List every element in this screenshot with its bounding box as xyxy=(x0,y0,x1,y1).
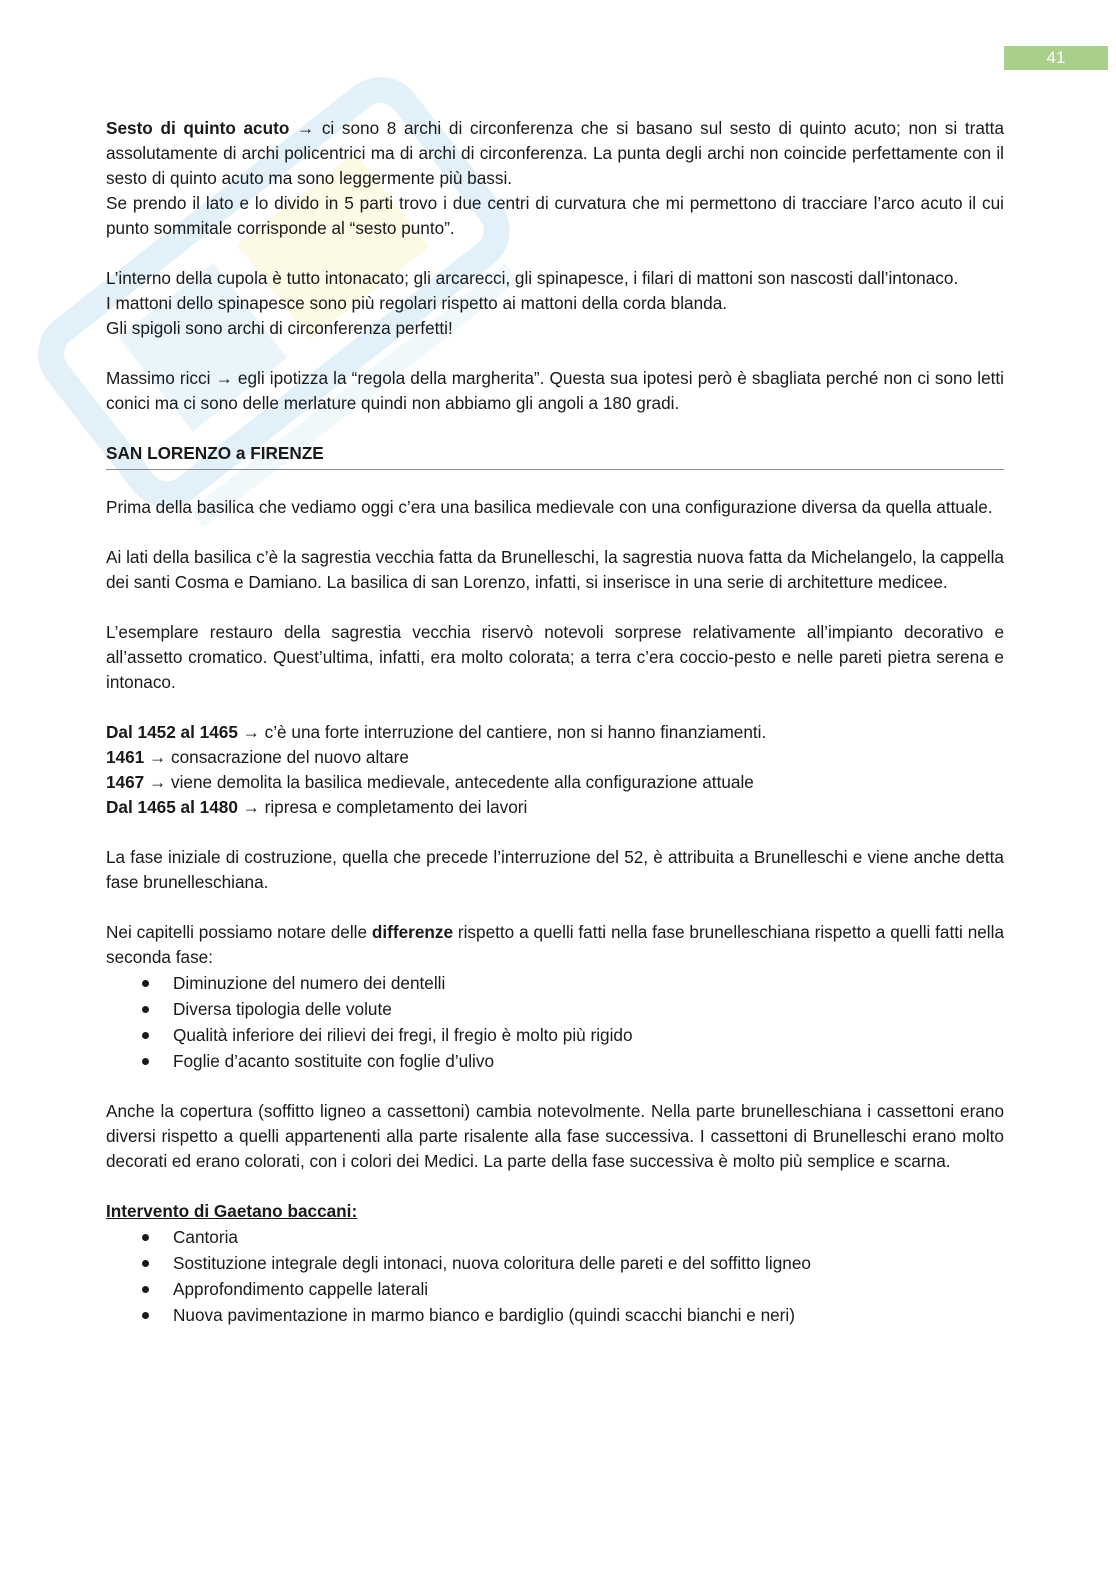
arrow-icon: → xyxy=(149,772,167,792)
paragraph-copertura: Anche la copertura (soffitto ligneo a cassettoni) cambia notevolmente. Nella parte brunelleschiana i cassettoni erano diversi rispetto a quelli appartenenti alla parte risalente alla fase successiva. I cassettoni di Brunelleschi erano molto decorati ed erano colorati, con i colori dei Medici. La parte della fase successiva è molto più semplice e scarna. xyxy=(106,1101,1004,1171)
timeline-item: Dal 1465 al 1480 → ripresa e completamento dei lavori xyxy=(106,797,528,817)
bullet-icon xyxy=(142,1286,149,1293)
paragraph-fase-iniziale: La fase iniziale di costruzione, quella che precede l’interruzione del 52, è attribuita a Brunelleschi e viene anche detta fase brunelleschiana. xyxy=(106,847,1004,892)
paragraph-lato: Se prendo il lato e lo divido in 5 parti trovo i due centri di curvatura che mi permettono di tracciare l’arco acuto il cui punto sommitale corrisponde al “sesto punto”. xyxy=(106,193,1004,238)
paragraph-sagrestia: Ai lati della basilica c’è la sagrestia vecchia fatta da Brunelleschi, la sagrestia nuova fatta da Michelangelo, la cappella dei santi Cosma e Damiano. La basilica di san Lorenzo, infatti, si inserisce in una serie di architetture medicee. xyxy=(106,547,1004,592)
bullet-icon xyxy=(142,1006,149,1013)
list-item: Sostituzione integrale degli intonaci, nuova coloritura delle pareti e del soffitto ligneo xyxy=(106,1250,1004,1276)
bullet-icon xyxy=(142,980,149,987)
arrow-icon: → xyxy=(242,722,260,742)
paragraph-mattoni: I mattoni dello spinapesce sono più regolari rispetto ai mattoni della corda blanda. xyxy=(106,293,728,313)
section-heading: SAN LORENZO a FIRENZE xyxy=(106,441,1004,470)
list-item: Diminuzione del numero dei dentelli xyxy=(106,970,1004,996)
bullet-icon xyxy=(142,1260,149,1267)
list-item: Qualità inferiore dei rilievi dei fregi, il fregio è molto più rigido xyxy=(106,1022,1004,1048)
list-item: Cantoria xyxy=(106,1224,1004,1250)
timeline-item: 1467 → viene demolita la basilica medievale, antecedente alla configurazione attuale xyxy=(106,772,754,792)
list-item: Nuova pavimentazione in marmo bianco e bardiglio (quindi scacchi bianchi e neri) xyxy=(106,1302,1004,1328)
arrow-icon: → xyxy=(242,797,260,817)
bullet-icon xyxy=(142,1058,149,1065)
paragraph-restauro: L’esemplare restauro della sagrestia vecchia riservò notevoli sorprese relativamente all’impianto decorativo e all’assetto cromatico. Quest’ultima, infatti, era molto colorata; a terra c’era coccio-pesto e nelle pareti pietra serena e intonaco. xyxy=(106,622,1004,692)
bullet-icon xyxy=(142,1032,149,1039)
timeline-item: Dal 1452 al 1465 → c’è una forte interruzione del cantiere, non si hanno finanziamenti. xyxy=(106,722,767,742)
page-content xyxy=(106,116,1004,1328)
paragraph-capitelli: Nei capitelli possiamo notare delle differenze rispetto a quelli fatti nella fase brunelleschiana rispetto a quelli fatti nella seconda fase: xyxy=(106,922,1005,967)
list-item: Diversa tipologia delle volute xyxy=(106,996,1004,1022)
interventions-list xyxy=(106,1224,1004,1328)
paragraph-sesto: Sesto di quinto acuto → ci sono 8 archi di circonferenza che si basano sul sesto di quinto acuto; non si tratta assolutamente di archi policentrici ma di archi di circonferenza. La punta degli archi non coincide perfettamente con il sesto di quinto acuto ma sono leggermente più bassi. xyxy=(106,118,1004,188)
page-number: 41 xyxy=(1004,46,1108,70)
paragraph-ricci: Massimo ricci → egli ipotizza la “regola della margherita”. Questa sua ipotesi però è sbagliata perché non ci sono letti conici ma ci sono delle merlature quindi non abbiamo gli angoli a 180 gradi. xyxy=(106,368,1005,413)
intervention-heading: Intervento di Gaetano baccani: xyxy=(106,1201,358,1221)
timeline-item: 1461 → consacrazione del nuovo altare xyxy=(106,747,409,767)
paragraph-spigoli: Gli spigoli sono archi di circonferenza perfetti! xyxy=(106,318,453,338)
differences-list xyxy=(106,970,1004,1074)
arrow-icon: → xyxy=(297,118,315,138)
arrow-icon: → xyxy=(215,368,233,388)
arrow-icon: → xyxy=(149,747,167,767)
timeline xyxy=(106,720,1004,820)
paragraph-basilica: Prima della basilica che vediamo oggi c’era una basilica medievale con una configurazione diversa da quella attuale. xyxy=(106,497,993,517)
list-item: Foglie d’acanto sostituite con foglie d’ulivo xyxy=(106,1048,1004,1074)
bullet-icon xyxy=(142,1234,149,1241)
list-item: Approfondimento cappelle laterali xyxy=(106,1276,1004,1302)
paragraph-interno: L’interno della cupola è tutto intonacato; gli arcarecci, gli spinapesce, i filari di mattoni son nascosti dall’intonaco. xyxy=(106,268,959,288)
bullet-icon xyxy=(142,1312,149,1319)
